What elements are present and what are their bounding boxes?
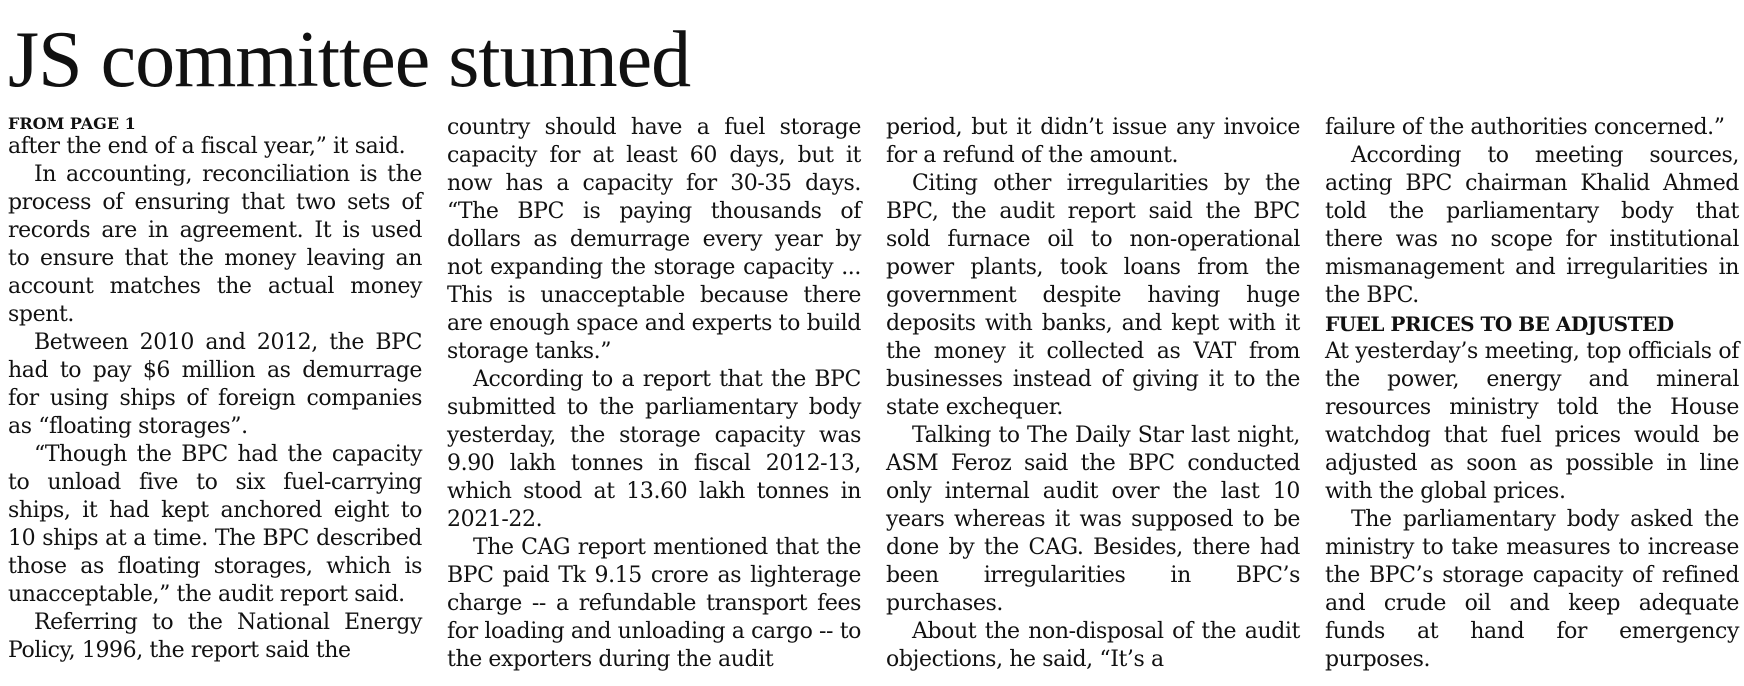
paragraph: Talking to The Daily Star last night, ASM Feroz said the BPC conducted only internal audit over the last 10 years whereas it was supposed to be done by the CAG. Besides, there had been irregularities in BPC’s purchases. (886, 423, 1300, 616)
article-column-3 (886, 114, 1300, 674)
paragraph: In accounting, reconciliation is the process of ensuring that two sets of records are in agreement. It is used to ensure that the money leaving an account matches the actual money spent. (8, 162, 422, 327)
article-headline: JS committee stunned (8, 16, 691, 104)
paragraph: The CAG report mentioned that the BPC paid Tk 9.15 crore as lighterage charge -- a refundable transport fees for loading and unloading a cargo -- to the exporters during the audit (447, 535, 861, 672)
article-column-4 (1325, 114, 1739, 674)
paragraph: country should have a fuel storage capacity for at least 60 days, but it now has a capacity for 30-35 days. “The BPC is paying thousands of dollars as demurrage every year by not expanding the storage capacity ... This is unacceptable because there are enough space and experts to build storage tanks.” (447, 115, 861, 364)
paragraph: “Though the BPC had the capacity to unload five to six fuel-carrying ships, it had kept anchored eight to 10 ships at a time. The BPC described those as floating storages, which is unacceptable,” the audit report said. (8, 442, 422, 607)
paragraph: According to meeting sources, acting BPC chairman Khalid Ahmed told the parliamentary body that there was no scope for institutional mismanagement and irregularities in the BPC. (1325, 143, 1739, 308)
continuation-kicker: FROM PAGE 1 (8, 114, 136, 133)
paragraph: Referring to the National Energy Policy, 1996, the report said the (8, 610, 422, 663)
section-subhead: FUEL PRICES TO BE ADJUSTED (1325, 312, 1674, 336)
paragraph: after the end of a fiscal year,” it said. (8, 134, 406, 159)
article-column-1 (8, 114, 422, 665)
article-column-2 (447, 114, 861, 674)
paragraph: failure of the authorities concerned.” (1325, 115, 1725, 140)
paragraph: Between 2010 and 2012, the BPC had to pay $6 million as demurrage for using ships of foreign companies as “floating storages”. (8, 330, 422, 439)
paragraph: According to a report that the BPC submitted to the parliamentary body yesterday, the storage capacity was 9.90 lakh tonnes in fiscal 2012-13, which stood at 13.60 lakh tonnes in 2021-22. (447, 367, 861, 532)
paragraph: period, but it didn’t issue any invoice for a refund of the amount. (886, 115, 1300, 168)
paragraph: At yesterday’s meeting, top officials of the power, energy and mineral resources ministry told the House watchdog that fuel prices would be adjusted as soon as possible in line with the global prices. (1325, 339, 1739, 504)
paragraph: Citing other irregularities by the BPC, the audit report said the BPC sold furnace oil to non-operational power plants, took loans from the government despite having huge deposits with banks, and kept with it the money it collected as VAT from businesses instead of giving it to the state exchequer. (886, 171, 1300, 420)
paragraph: The parliamentary body asked the ministry to take measures to increase the BPC’s storage capacity of refined and crude oil and keep adequate funds at hand for emergency purposes. (1325, 507, 1739, 672)
paragraph: About the non-disposal of the audit objections, he said, “It’s a (886, 619, 1300, 672)
